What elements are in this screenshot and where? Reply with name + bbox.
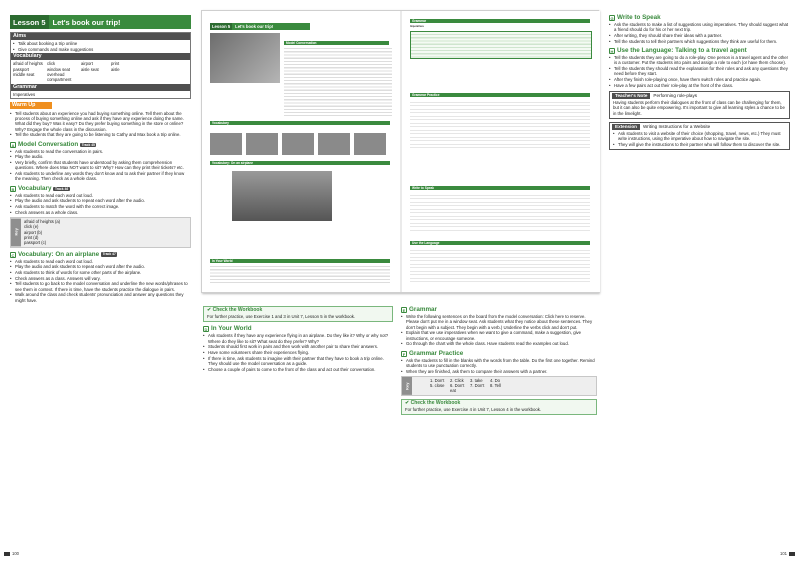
list-item: • Ask students to read the conversation in pairs. [10, 149, 191, 154]
grammar-practice-list [401, 358, 597, 374]
teachers-note-text: Having students perform their dialogues at the front of class can be challenging for them, but it can also be quite empowering. It's important to give all learning styles a chance to be in the limelight. [613, 99, 785, 116]
list-item: • Check answers as a whole class. [10, 210, 191, 215]
teachers-note-box [609, 91, 790, 119]
list-item: • Tell the students they are going to do a role-play. One person is a travel agent and the other is a customer. Put the students into pairs and assign a role to each (or have them choose). [609, 55, 790, 66]
vocab-word: overhead compartment [47, 71, 72, 83]
list-item: • Write the following sentences on the board from the model conversation: Click here to reserve. Please don't put me in a window seat. Ask students what they notice about these sentences. They don't begin with a subject. They begin with a verb.) Underline the verbs click and don't put. [401, 314, 597, 330]
book-icon: C [11, 252, 15, 258]
track-badge: Track 46 [54, 186, 69, 191]
grammar-practice-heading: F Grammar Practice [402, 349, 464, 357]
thumb-utl-heading: Use the Language [410, 241, 590, 245]
pencil-icon: G [610, 16, 614, 21]
vocab-word [111, 72, 141, 83]
on-airplane-heading: C Vocabulary: On an airplane Track 47 [11, 250, 116, 258]
grammar-heading: Grammar [11, 84, 190, 91]
vocab-key-box [10, 217, 191, 247]
speech-icon: H [610, 48, 614, 54]
grammar-key-box [401, 376, 597, 396]
list-item: • Ask the students to fill in the blanks with the words from the table. Do the first one together. Remind students to use punctuation correctly. [401, 358, 597, 369]
aims-heading: Aims [11, 33, 190, 40]
vocabulary-section-heading: B Vocabulary Track 46 [11, 184, 69, 192]
workbook-box [401, 399, 597, 415]
list-item: • If there is time, ask students to imagine with their partner that they have to book a trip online. They should use the model conversation as a guide. [203, 356, 393, 367]
grammar-item: Imperatives [13, 91, 36, 97]
lesson-number: Lesson 5 [10, 15, 49, 29]
thumb-img [354, 133, 386, 155]
key-answer: 7. Don't [470, 383, 485, 389]
thumb-text [410, 247, 590, 282]
middle-left-column [203, 306, 393, 372]
key-table [412, 377, 596, 395]
in-your-world-list [203, 333, 393, 372]
vocab-word: airport [81, 61, 93, 67]
list-item: • Ask students if they have any experience flying in an airplane. Do they like it? Why or why not? Where do they like to sit? What seat do they prefer? Why? [203, 333, 393, 344]
list-item: • Play the audio. [10, 154, 191, 159]
key-answer: 2. Click [450, 377, 464, 383]
vocab-word: afraid of heights [13, 61, 43, 67]
grammar-section-heading: E Grammar [402, 306, 438, 313]
aims-list [11, 40, 190, 53]
vocab-word: print [111, 61, 120, 67]
key-label: Key [402, 377, 412, 395]
thumb-grammar-table [410, 31, 592, 59]
page-number-left: 100 [4, 551, 19, 556]
thumb-img [210, 133, 242, 155]
list-item: • Tell students to go back to the model conversation and underline the new words/phrases to see them in context. If there is time, have the students practice the dialogue in pairs. [10, 281, 191, 292]
vocab-word: middle seat [13, 71, 35, 77]
list-item: • After writing, they should share their ideas with a partner. [609, 33, 790, 38]
grammar-key-grid [415, 378, 593, 394]
in-your-world-heading: D In Your World [204, 325, 252, 333]
list-item: • Play the audio and ask students to repeat each word after the audio. [10, 264, 191, 269]
list-item: • Ask students to think of words for some other parts of the airplane. [10, 270, 191, 275]
overview-box [10, 32, 191, 99]
aim-item: • Talk about booking a trip online [13, 41, 188, 46]
list-item: • Go through the chart with the whole class. Have students read the examples out loud. [401, 341, 597, 346]
thumb-text [410, 192, 590, 232]
list-item: • Have a few pairs act out their role-play at the front of the class. [609, 83, 790, 88]
thumbnail-left-page [202, 11, 400, 292]
thumb-gp-heading: Grammar Practice [410, 93, 590, 97]
list-item: • Choose a couple of pairs to come to the front of the class and act out their conversation. [203, 367, 393, 372]
page-number-right: 101 [780, 551, 795, 556]
list-item: • Students should first work in pairs and then work with another pair to share their answers. [203, 344, 393, 349]
thumb-img [282, 133, 314, 155]
left-column [10, 32, 191, 303]
aim-item: • Give commands and make suggestions [13, 47, 188, 52]
use-language-list [609, 55, 790, 88]
workbook-box [203, 306, 393, 322]
list-item: • Tell the students that they are going to be listening to Cathy and Max book a trip online. [10, 132, 191, 137]
vocab-word: passport [13, 66, 30, 72]
vocab-word: aisle seat [81, 66, 99, 72]
extension-tag: Extension [612, 124, 640, 130]
teachers-note-title: Performing role-plays [653, 92, 698, 98]
thumb-photo [210, 33, 280, 83]
book-icon: B [11, 186, 15, 192]
thumb-lesson-header: Lesson 5 Let's book our trip! [210, 23, 310, 30]
teachers-note-tag: Teacher's Note [612, 93, 650, 99]
extension-list [610, 131, 789, 150]
list-item: • Ask students to visit a website of their choice (shopping, travel, news, etc.) They must write instructions, using the imperative about how to navigate the site. [613, 131, 786, 142]
key-spacer [415, 383, 429, 394]
list-item: • Very briefly, confirm that students have understood by asking them comprehension questions. Where does Max NOT want to sit? Why? How can they print their tickets? etc. [10, 160, 191, 171]
thumb-world-heading: In Your World [210, 259, 390, 263]
key-items: afraid of heights (a) click (e) airport (b) print (d) passport (c) [21, 218, 190, 246]
vocab-word [141, 72, 171, 83]
pencil-icon: F [402, 351, 406, 357]
key-answer: 6. Don't eat [450, 383, 465, 394]
thumbnail-right-page [402, 11, 600, 292]
key-answer: 1. Don't [430, 377, 445, 383]
check-icon: ✔ [207, 307, 212, 313]
write-to-speak-heading: G Write to Speak [610, 14, 661, 21]
thumb-vocab-heading: Vocabulary [210, 121, 390, 125]
list-item: • Tell the students they should read the explanation for their roles and ask any questions they need before they start. [609, 66, 790, 77]
check-icon: ✔ [405, 399, 410, 406]
key-answer: 8. Tell [490, 383, 501, 389]
key-label: Key [11, 218, 21, 246]
on-airplane-list [10, 259, 191, 303]
thumb-grammar-heading: Grammar [410, 19, 590, 23]
vocabulary-heading: Vocabulary [11, 53, 190, 60]
vocab-word: aisle [111, 66, 120, 72]
list-item: • Ask students to match the word with the correct image. [10, 204, 191, 209]
thumb-wts-heading: Write to Speak [410, 186, 590, 190]
student-book-thumbnail [201, 10, 599, 293]
vocab-word: window seat [47, 66, 71, 72]
workbook-heading: ✔ Check the Workbook [405, 399, 461, 406]
thumb-text [210, 264, 390, 284]
list-item: • They will give the instructions to their partner who will follow them to discover the site. [613, 142, 786, 147]
workbook-text: For further practice, use Exercise 1 and 3 in Unit 7, Lesson 5 in the workbook. [207, 314, 356, 319]
extension-title: Writing Instructions for a Website [642, 123, 711, 129]
lesson-header [10, 15, 191, 29]
middle-right-column [401, 306, 597, 415]
key-answer: 5. close [430, 383, 445, 389]
key-answer: 3. take [470, 377, 483, 383]
list-item: • Ask the students to make a list of suggestions using imperatives. They should suggest what a friend should do for his or her next trip. [609, 22, 790, 33]
track-badge: Track 47 [102, 252, 116, 257]
list-item: • Ask students to read each word out loud. [10, 193, 191, 198]
use-language-heading: H Use the Language: Talking to a travel agent [610, 46, 747, 54]
thumb-airplane-heading: Vocabulary: On an airplane [210, 161, 390, 165]
list-item: • Play the audio and ask students to repeat each word after the audio. [10, 198, 191, 203]
grammar-section-list [401, 314, 597, 347]
workbook-text: For further practice, use Exercise 4 in Unit 7, Lesson 4 in the workbook. [405, 406, 542, 412]
thumb-imperatives: Imperatives [410, 25, 424, 28]
thumb-img [246, 133, 278, 155]
conversation-icon: A [11, 142, 15, 148]
track-badge: Track 45 [81, 142, 95, 147]
list-item: • Tell the students to tell their partners which suggestions they think are useful for them. [609, 39, 790, 44]
list-item: • Ask students to underline any words they don't know and to ask their partner if they know the meaning. Then check as a whole class. [10, 171, 191, 182]
vocab-word [81, 72, 111, 83]
warm-up-heading: Warm Up [10, 102, 52, 109]
key-answer: 4. Do [490, 377, 501, 383]
page-marker [4, 552, 10, 556]
extension-header [610, 123, 789, 131]
thumb-img [318, 133, 350, 155]
thumb-text [284, 46, 392, 116]
lesson-title: Let's book our trip! [52, 17, 121, 27]
list-item: • Explain that we use imperatives when we want to give a command, make a suggestion, give instructions, or encourage someone. [401, 330, 597, 341]
list-item: • Have some volunteers share their experiences flying. [203, 350, 393, 355]
thumb-text [410, 99, 590, 149]
list-item: • After they finish role-playing once, have them switch roles and practice again. [609, 77, 790, 82]
list-item: • Tell students about an experience you had buying something online. Tell them about the process of buying something online and ask if they have any experience doing the same. What did they buy? Was it easy? Do they prefer buying something in the store or online? Why? Engage the whole class in the discussion. [10, 111, 191, 132]
vocabulary-section-list [10, 193, 191, 215]
thumb-airplane-photo [232, 171, 332, 221]
list-item: • When they are finished, ask them to compare their answers with a partner. [401, 369, 597, 374]
globe-icon: D [204, 327, 208, 333]
page-marker [789, 552, 795, 556]
list-item: • Ask students to read each word out loud. [10, 259, 191, 264]
thumb-model-heading: Model Conversation [284, 41, 389, 45]
warm-up-list [10, 111, 191, 138]
book-icon: E [402, 308, 406, 313]
list-item: • Check answers as a class. Answers will vary. [10, 276, 191, 281]
list-item: • Walk around the class and check students' pronunciation and answer any questions they might have. [10, 292, 191, 303]
write-to-speak-list [609, 22, 790, 44]
workbook-heading: ✔ Check the Workbook [207, 307, 263, 313]
model-conversation-list [10, 149, 191, 182]
model-conversation-heading: A Model Conversation Track 45 [11, 140, 95, 148]
right-column [609, 14, 790, 150]
vocab-word: click [47, 61, 56, 67]
extension-box [609, 122, 790, 151]
vocabulary-grid [11, 60, 190, 83]
teachers-note-header [610, 92, 789, 100]
